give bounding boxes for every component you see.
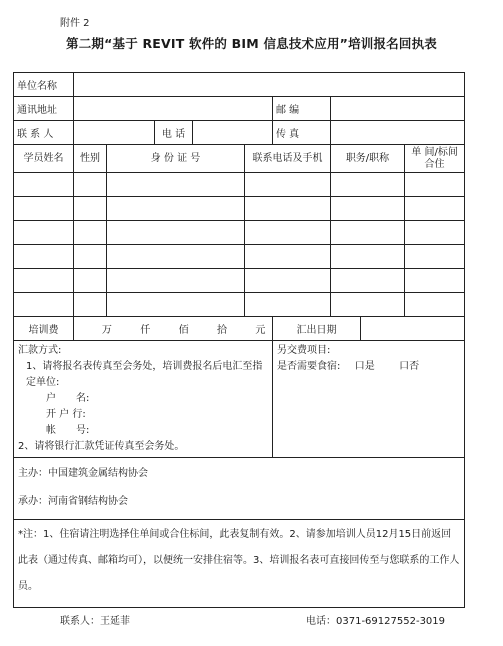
trainee-room-cell[interactable] — [405, 173, 465, 197]
trainee-name-cell[interactable] — [14, 221, 74, 245]
column-header-name: 学员姓名 — [14, 145, 74, 173]
fee-unit-bai: 佰 — [178, 325, 189, 336]
trainee-id-cell[interactable] — [107, 221, 245, 245]
trainee-name-cell[interactable] — [14, 269, 74, 293]
dining-yes-checkbox[interactable]: 口是 — [354, 361, 375, 372]
remittance-step-2: 2、请将银行汇款凭证传真至会务处。 — [18, 441, 185, 452]
remit-date-label: 汇出日期 — [273, 317, 361, 341]
trainee-gender-cell[interactable] — [74, 173, 107, 197]
trainee-name-cell[interactable] — [14, 245, 74, 269]
unit-name-row — [14, 73, 465, 97]
organizers-section — [14, 458, 465, 520]
trainee-name-cell[interactable] — [14, 173, 74, 197]
trainee-id-cell[interactable] — [107, 293, 245, 317]
trainee-room-cell[interactable] — [405, 197, 465, 221]
attachment-label: 附件 2 — [60, 18, 90, 29]
dining-question — [277, 359, 460, 375]
fee-unit-yuan: 元 — [255, 325, 266, 336]
table-row — [14, 269, 465, 293]
notes-row — [14, 520, 465, 608]
trainee-phone-cell[interactable] — [245, 197, 331, 221]
trainee-phone-cell[interactable] — [245, 221, 331, 245]
remittance-heading: 汇款方式: — [18, 345, 62, 356]
trainee-gender-cell[interactable] — [74, 245, 107, 269]
column-header-contact-phone: 联系电话及手机 — [245, 145, 331, 173]
footer-phone: 电话：0371-69127552-3019 — [306, 616, 446, 627]
table-row — [14, 293, 465, 317]
fee-unit-wan: 万 — [101, 325, 112, 336]
organizers-row — [14, 458, 465, 520]
fee-label: 培训费 — [14, 317, 74, 341]
notes-text: *注：1、住宿请注明选择住单间或合住标间，此表复制有效。2、请参加培训人员12月15日前返回此表（通过传真、邮箱均可），以便统一安排住宿等。3、培训报名表可直接回传至与您联系的工作人员。 — [14, 520, 465, 608]
contact-label: 联 系 人 — [14, 121, 74, 145]
trainee-position-cell[interactable] — [331, 269, 405, 293]
fee-amount-field[interactable] — [74, 317, 273, 341]
remittance-row — [14, 341, 465, 458]
extra-fee-section — [273, 341, 465, 458]
fax-label: 传 真 — [273, 121, 331, 145]
co-host-organizer: 承办：河南省钢结构协会 — [18, 496, 128, 507]
trainee-table-header — [14, 145, 465, 173]
phone-field[interactable] — [193, 121, 273, 145]
fee-unit-shi: 拾 — [216, 325, 227, 336]
unit-name-label: 单位名称 — [14, 73, 74, 97]
column-header-position: 职务/职称 — [331, 145, 405, 173]
trainee-position-cell[interactable] — [331, 221, 405, 245]
trainee-position-cell[interactable] — [331, 173, 405, 197]
postcode-field[interactable] — [331, 97, 465, 121]
remit-date-field[interactable] — [361, 317, 465, 341]
dining-no-checkbox[interactable]: 口否 — [399, 361, 420, 372]
trainee-room-cell[interactable] — [405, 293, 465, 317]
phone-label: 电 话 — [155, 121, 193, 145]
trainee-name-cell[interactable] — [14, 293, 74, 317]
trainee-phone-cell[interactable] — [245, 293, 331, 317]
contact-field[interactable] — [74, 121, 155, 145]
trainee-gender-cell[interactable] — [74, 293, 107, 317]
trainee-room-cell[interactable] — [405, 269, 465, 293]
trainee-position-cell[interactable] — [331, 245, 405, 269]
footer-contact: 联系人：王延菲 — [60, 616, 130, 627]
trainee-gender-cell[interactable] — [74, 197, 107, 221]
fax-field[interactable] — [331, 121, 465, 145]
column-header-room-type: 单 间/标间合住 — [405, 145, 465, 173]
address-row — [14, 97, 465, 121]
table-row — [14, 245, 465, 269]
column-header-gender: 性别 — [74, 145, 107, 173]
column-header-id-number: 身 份 证 号 — [107, 145, 245, 173]
trainee-phone-cell[interactable] — [245, 269, 331, 293]
trainee-position-cell[interactable] — [331, 197, 405, 221]
table-row — [14, 221, 465, 245]
address-label: 通讯地址 — [14, 97, 74, 121]
table-row — [14, 173, 465, 197]
trainee-phone-cell[interactable] — [245, 245, 331, 269]
trainee-id-cell[interactable] — [107, 197, 245, 221]
host-organizer: 主办：中国建筑金属结构协会 — [18, 468, 148, 479]
bank-label: 开 户 行: — [46, 409, 86, 420]
trainee-gender-cell[interactable] — [74, 221, 107, 245]
trainee-name-cell[interactable] — [14, 197, 74, 221]
postcode-label: 邮 编 — [273, 97, 331, 121]
remittance-section — [14, 341, 273, 458]
page-title: 第二期“基于 REVIT 软件的 BIM 信息技术应用”培训报名回执表 — [66, 36, 437, 51]
trainee-gender-cell[interactable] — [74, 269, 107, 293]
fee-unit-qian: 仟 — [140, 325, 151, 336]
trainee-room-cell[interactable] — [405, 221, 465, 245]
trainee-id-cell[interactable] — [107, 173, 245, 197]
trainee-room-cell[interactable] — [405, 245, 465, 269]
dining-label: 是否需要食宿: — [277, 361, 341, 372]
contact-row — [14, 121, 465, 145]
account-name-label: 户 名: — [46, 393, 90, 404]
registration-form — [13, 72, 465, 608]
unit-name-field[interactable] — [74, 73, 465, 97]
account-number-label: 帐 号: — [46, 425, 90, 436]
table-row — [14, 197, 465, 221]
extra-fee-heading: 另交费项目: — [277, 345, 331, 356]
trainee-id-cell[interactable] — [107, 269, 245, 293]
trainee-id-cell[interactable] — [107, 245, 245, 269]
trainee-phone-cell[interactable] — [245, 173, 331, 197]
trainee-position-cell[interactable] — [331, 293, 405, 317]
remittance-step-1: 1、请将报名表传真至会务处，培训费报名后电汇至指定单位: — [26, 361, 263, 388]
address-field[interactable] — [74, 97, 273, 121]
fee-row — [14, 317, 465, 341]
